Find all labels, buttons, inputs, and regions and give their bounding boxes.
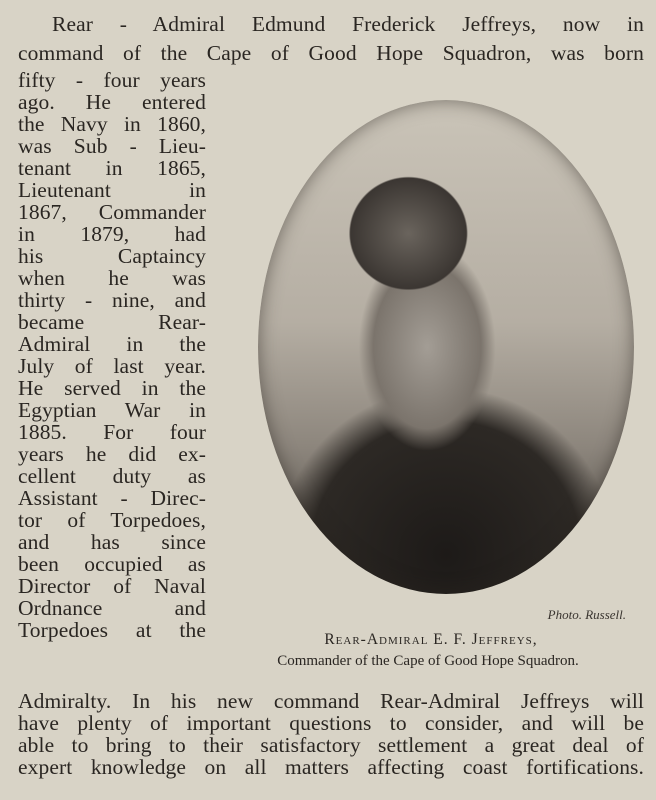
- column-line: Admiral in the: [18, 332, 206, 356]
- column-line: Torpedoes at the: [18, 618, 206, 642]
- column-line: Director of Naval: [18, 574, 206, 598]
- caption-role: Commander of the Cape of Good Hope Squadron.: [277, 653, 579, 669]
- column-line: years he did ex-: [18, 442, 206, 466]
- column-line: his Captaincy: [18, 244, 206, 268]
- column-line: was Sub - Lieu-: [18, 134, 206, 158]
- text-line: command of the Cape of Good Hope Squadron, was born: [18, 41, 644, 65]
- column-line: the Navy in 1860,: [18, 112, 206, 136]
- column-line: He served in the: [18, 376, 206, 400]
- caption-name: Rear-Admiral E. F. Jeffreys,: [324, 631, 538, 648]
- column-line: in 1879, had: [18, 222, 206, 246]
- column-line: been occupied as: [18, 552, 206, 576]
- column-line: fifty - four years: [18, 68, 206, 92]
- text-line: Admiralty. In his new command Rear-Admiral Jeffreys will: [18, 689, 644, 713]
- column-line: Ordnance and: [18, 596, 206, 620]
- column-line: tenant in 1865,: [18, 156, 206, 180]
- column-line: July of last year.: [18, 354, 206, 378]
- column-line: 1867, Commander: [18, 200, 206, 224]
- column-line: and has since: [18, 530, 206, 554]
- column-line: ago. He entered: [18, 90, 206, 114]
- column-line: cellent duty as: [18, 464, 206, 488]
- column-line: Assistant - Direc-: [18, 486, 206, 510]
- column-line: tor of Torpedoes,: [18, 508, 206, 532]
- column-line: became Rear-: [18, 310, 206, 334]
- portrait-photo: [258, 100, 634, 594]
- column-line: Lieutenant in: [18, 178, 206, 202]
- text-line: expert knowledge on all matters affecting coast fortifications.: [18, 755, 644, 779]
- photo-credit: Photo. Russell.: [547, 607, 626, 622]
- column-line: 1885. For four: [18, 420, 206, 444]
- column-line: thirty - nine, and: [18, 288, 206, 312]
- column-line: when he was: [18, 266, 206, 290]
- column-line: Egyptian War in: [18, 398, 206, 422]
- text-line: have plenty of important questions to consider, and will be: [18, 711, 644, 735]
- text-line: able to bring to their satisfactory settlement a great deal of: [18, 733, 644, 757]
- text-line: Rear - Admiral Edmund Frederick Jeffreys, now in: [52, 12, 644, 36]
